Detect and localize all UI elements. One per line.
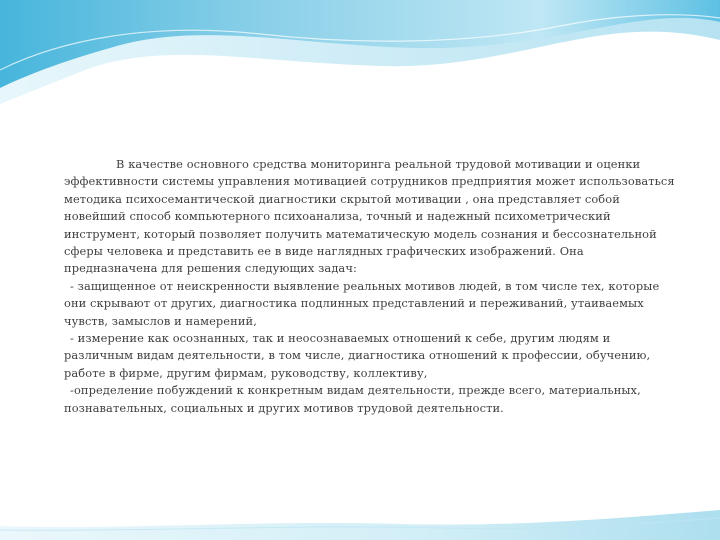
paragraph-item-3: -определение побуждений к конкретным видам деятельности, прежде всего, материальных, познавательных, социальных и других мотивов трудовой деятельности.	[64, 383, 641, 415]
paragraph-item-2: - измерение как осознанных, так и неосознаваемых отношений к себе, другим людям и различным видам деятельности, в том числе, диагностика отношений к профессии, обучению, работе в фирме, другим фирмам, руководству, коллективу,	[64, 331, 651, 380]
top-wave-front	[0, 0, 720, 88]
top-wave-decoration	[0, 0, 720, 110]
bottom-wave-decoration	[0, 470, 720, 540]
paragraph-item-1: - защищенное от неискренности выявление реальных мотивов людей, в том числе тех, которые они скрывают от других, диагностика подлинных представлений и переживаний, утаиваемых чувств, замыслов и намерений,	[64, 278, 660, 328]
body-text	[64, 156, 680, 417]
paragraph-intro: В качестве основного средства мониторинга реальной трудовой мотивации и оценки эффективности системы управления мотивацией сотрудников предприятия может использоваться методика психосемантической диагностики скрытой мотивации , она представляет собой новейший способ компьютерного психоанализа, точный и надежный психометрический инструмент, который позволяет получить математическую модель сознания и бессознательной сферы человека и представить ее в виде наглядных графических изображений. Она предназначена для решения следующих задач:	[64, 157, 675, 276]
